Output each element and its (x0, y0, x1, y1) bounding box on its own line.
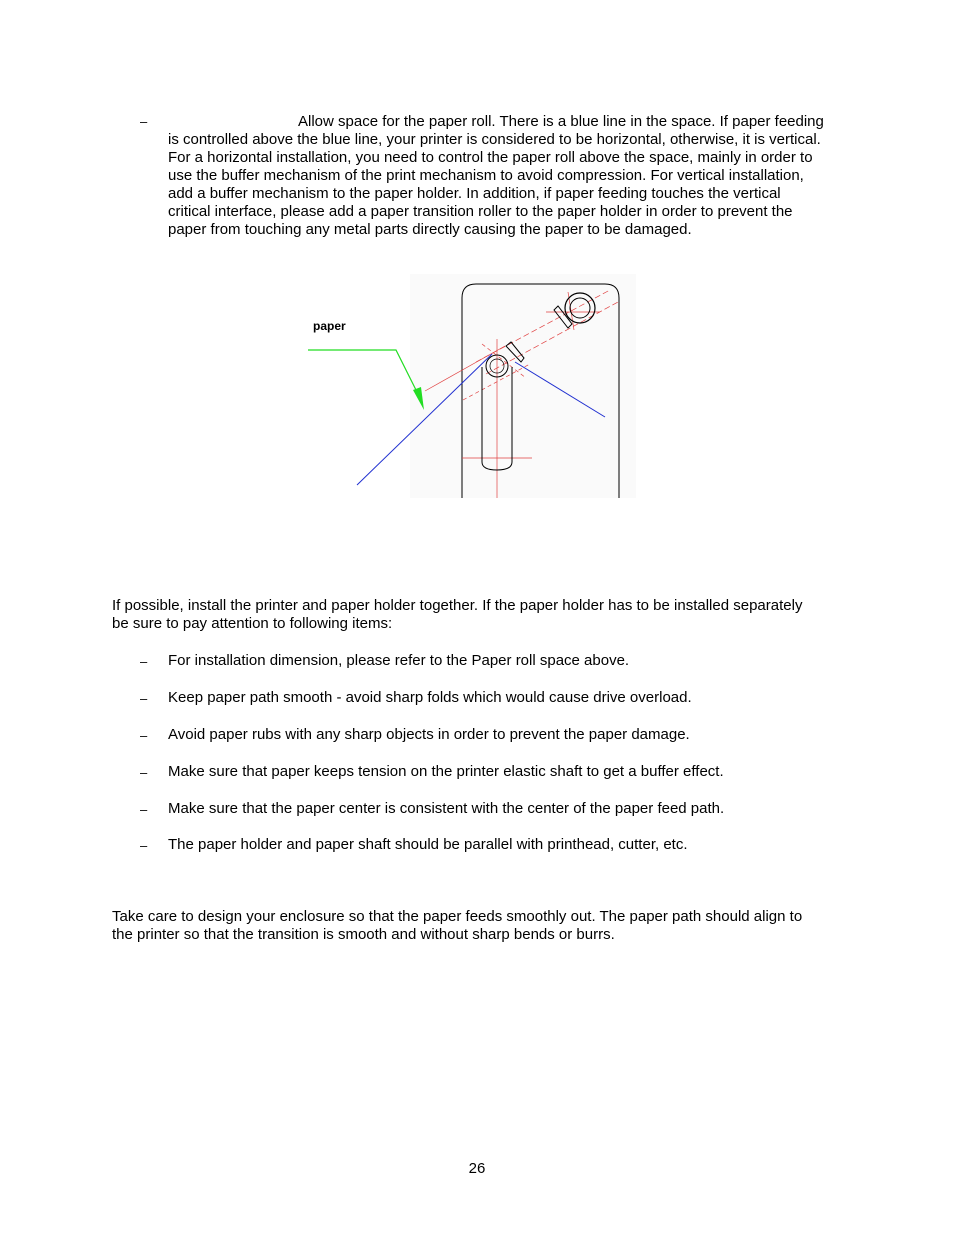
bullet-dash: – (140, 114, 148, 129)
page-number: 26 (468, 1160, 486, 1177)
bullet-dash: – (140, 691, 148, 706)
holder-item: Make sure that the paper center is consistent with the center of the paper feed path. (168, 800, 725, 817)
holder-item: Make sure that paper keeps tension on the printer elastic shaft to get a buffer effect. (168, 763, 724, 780)
bullet-dash: – (140, 654, 148, 669)
paper-label: paper (313, 319, 346, 333)
intro-line: Allow space for the paper roll. There is a blue line in the space. If paper feeding (298, 113, 824, 130)
intro-line: add a buffer mechanism to the paper holder. In addition, if paper feeding touches the vertical (168, 185, 781, 202)
holder-intro-paragraph (112, 597, 852, 633)
bullet-dash: – (140, 728, 148, 743)
enclosure-line: the printer so that the transition is smooth and without sharp bends or burrs. (112, 926, 615, 943)
intro-line: For a horizontal installation, you need to control the paper roll above the space, mainly in order to (168, 149, 813, 166)
holder-item: For installation dimension, please refer to the Paper roll space above. (168, 652, 630, 669)
bullet-dash: – (140, 838, 148, 853)
intro-line: paper from touching any metal parts directly causing the paper to be damaged. (168, 221, 692, 238)
holder-line: be sure to pay attention to following items: (112, 615, 393, 632)
intro-paragraph (168, 113, 858, 239)
intro-line: critical interface, please add a paper transition roller to the paper holder in order to prevent the (168, 203, 793, 220)
paper-roll-space-figure (300, 274, 636, 498)
holder-item: Avoid paper rubs with any sharp objects in order to prevent the paper damage. (168, 726, 690, 743)
holder-item: Keep paper path smooth - avoid sharp folds which would cause drive overload. (168, 689, 692, 706)
intro-line: use the buffer mechanism of the print mechanism to avoid compression. For vertical installation, (168, 167, 804, 184)
enclosure-paragraph (112, 908, 852, 944)
bullet-dash: – (140, 802, 148, 817)
paper-roll-diagram (300, 274, 636, 498)
holder-line: If possible, install the printer and paper holder together. If the paper holder has to be installed separately (112, 597, 803, 614)
intro-line: is controlled above the blue line, your printer is considered to be horizontal, otherwise, it is vertical. (168, 131, 821, 148)
holder-item: The paper holder and paper shaft should be parallel with printhead, cutter, etc. (168, 836, 688, 853)
enclosure-line: Take care to design your enclosure so that the paper feeds smoothly out. The paper path should align to (112, 908, 803, 925)
bullet-dash: – (140, 765, 148, 780)
